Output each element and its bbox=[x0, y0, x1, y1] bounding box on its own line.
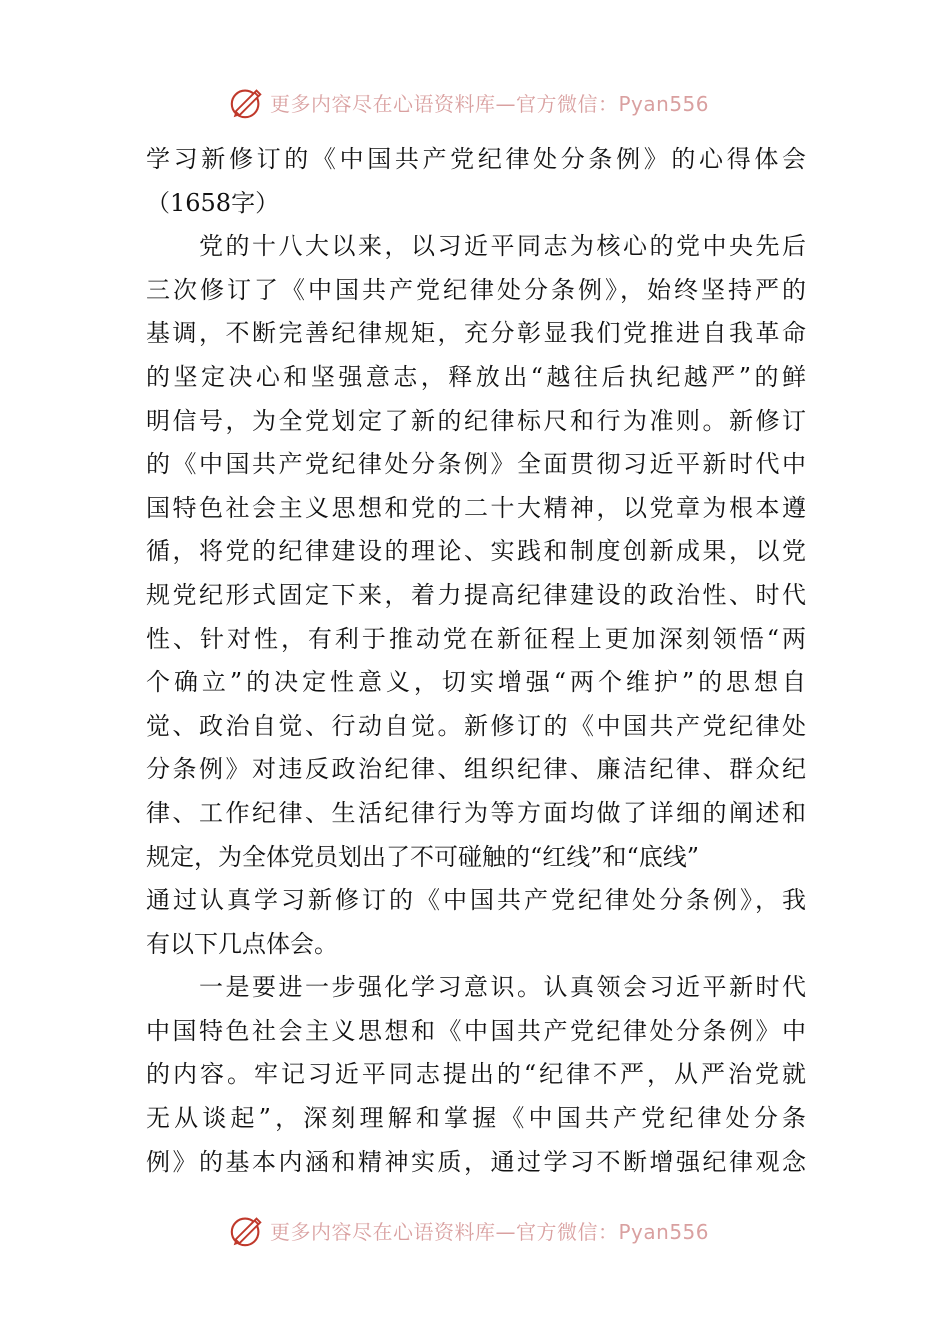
text-line: 性、针对性，有利于推动党在新征程上更加深刻领悟“两 bbox=[146, 624, 806, 653]
footer-banner bbox=[228, 1208, 728, 1252]
text-line: 一是要进一步强化学习意识。认真领会习近平新时代 bbox=[146, 973, 806, 1002]
paragraph-1 bbox=[146, 225, 806, 966]
document-subtitle: （1658字） bbox=[146, 188, 280, 217]
text-line: 的坚定决心和坚强意志，释放出“越往后执纪越严”的鲜 bbox=[146, 362, 806, 391]
text-line: 无从谈起”，深刻理解和掌握《中国共产党纪律处分条 bbox=[146, 1104, 806, 1133]
document-title: 学习新修订的《中国共产党纪律处分条例》的心得体会 bbox=[146, 145, 806, 173]
text-line: 国特色社会主义思想和党的二十大精神，以党章为根本遵 bbox=[146, 493, 806, 522]
text-line: 规党纪形式固定下来，着力提高纪律建设的政治性、时代 bbox=[146, 580, 806, 609]
pen-circle-icon bbox=[228, 1211, 266, 1249]
paragraph-2 bbox=[146, 966, 806, 1184]
pen-circle-icon bbox=[228, 83, 266, 121]
text-line: 党的十八大以来，以习近平同志为核心的党中央先后 bbox=[146, 232, 806, 261]
header-banner bbox=[228, 80, 728, 124]
text-line: 分条例》对违反政治纪律、组织纪律、廉洁纪律、群众纪 bbox=[146, 755, 806, 784]
document-body bbox=[146, 138, 806, 1184]
banner-text: 更多内容尽在心语资料库—官方微信：Pyan556 bbox=[270, 91, 710, 116]
text-line: 通过认真学习新修订的《中国共产党纪律处分条例》，我 bbox=[146, 886, 806, 915]
text-line: 的《中国共产党纪律处分条例》全面贯彻习近平新时代中 bbox=[146, 450, 806, 479]
text-line: 循，将党的纪律建设的理论、实践和制度创新成果，以党 bbox=[146, 537, 806, 566]
text-line: 觉、政治自觉、行动自觉。新修订的《中国共产党纪律处 bbox=[146, 711, 806, 740]
text-line: 例》的基本内涵和精神实质，通过学习不断增强纪律观念 bbox=[146, 1147, 806, 1176]
text-line: 规定，为全体党员划出了不可碰触的“红线”和“底线” bbox=[146, 842, 700, 871]
text-line: 三次修订了《中国共产党纪律处分条例》，始终坚持严的 bbox=[146, 275, 806, 304]
text-line: 明信号，为全党划定了新的纪律标尺和行为准则。新修订 bbox=[146, 406, 806, 435]
text-line: 中国特色社会主义思想和《中国共产党纪律处分条例》中 bbox=[146, 1016, 806, 1045]
text-line: 个确立”的决定性意义，切实增强“两个维护”的思想自 bbox=[146, 668, 806, 697]
text-line: 律、工作纪律、生活纪律行为等方面均做了详细的阐述和 bbox=[146, 798, 806, 827]
text-line: 的内容。牢记习近平同志提出的“纪律不严，从严治党就 bbox=[146, 1060, 806, 1089]
banner-text: 更多内容尽在心语资料库—官方微信：Pyan556 bbox=[270, 1219, 710, 1244]
text-line: 基调，不断完善纪律规矩，充分彰显我们党推进自我革命 bbox=[146, 319, 806, 348]
text-line: 有以下几点体会。 bbox=[146, 929, 338, 958]
